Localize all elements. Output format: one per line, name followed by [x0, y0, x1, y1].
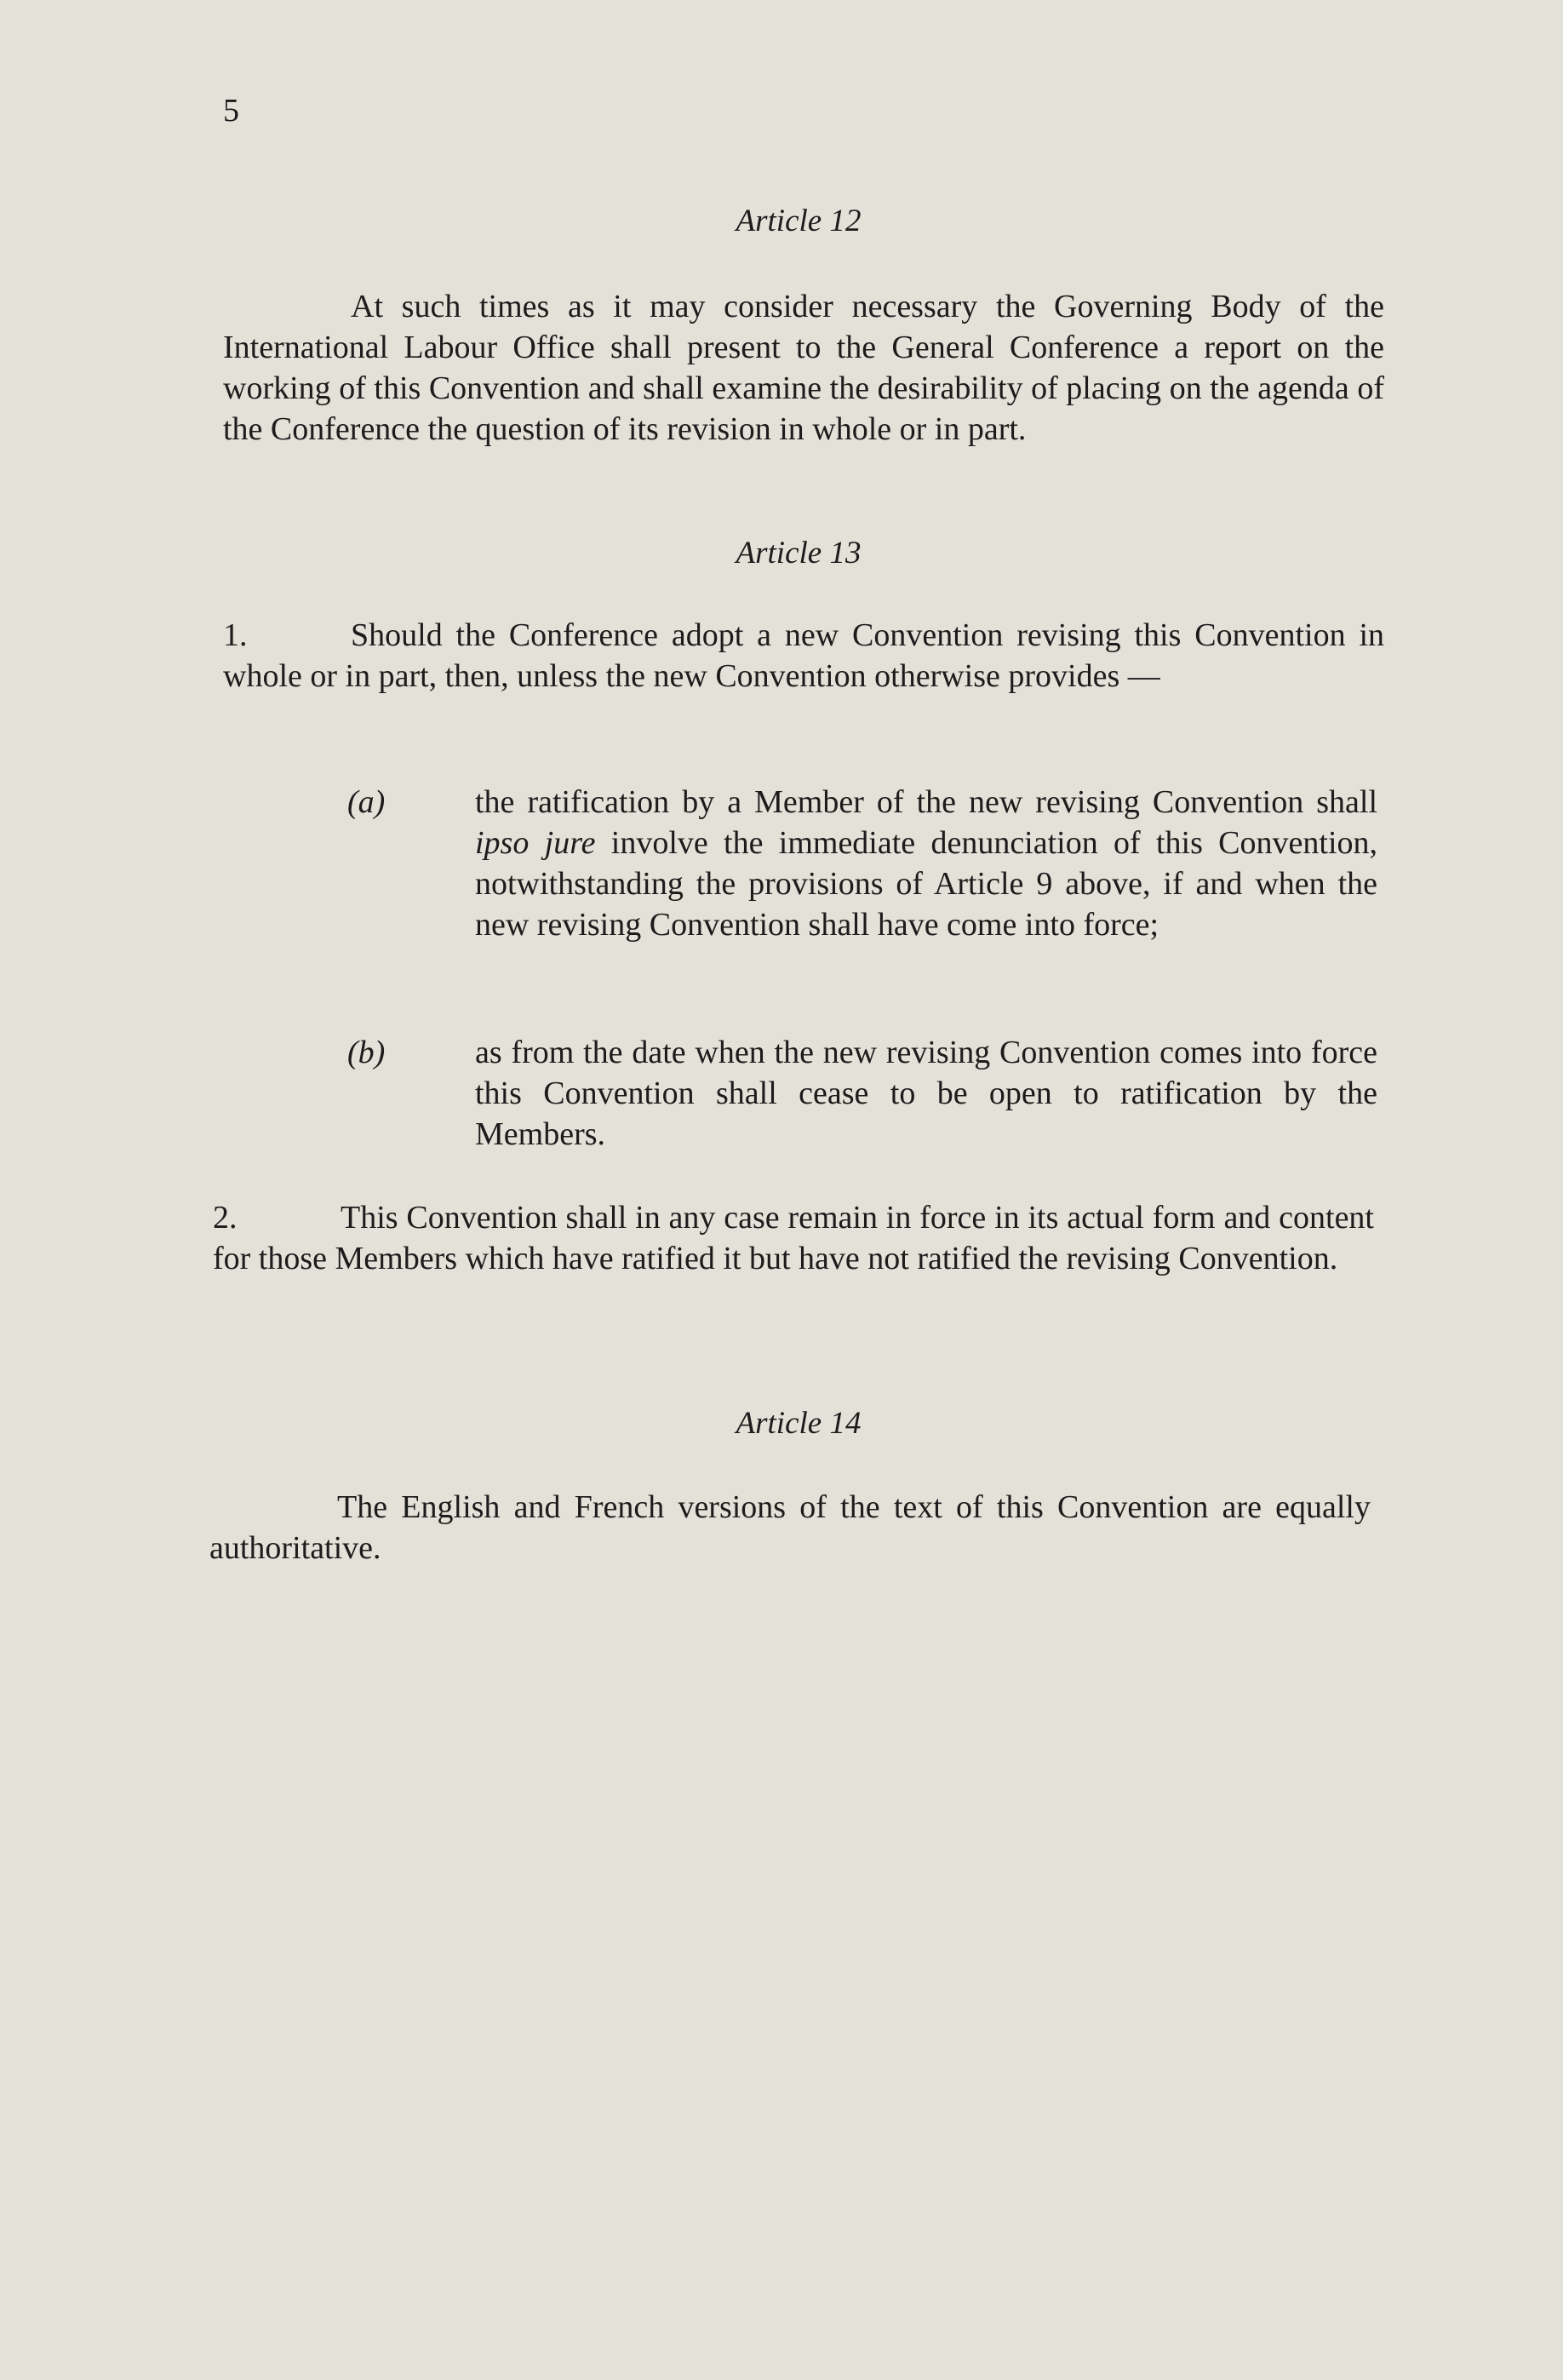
article-13-paragraph-2 [213, 1197, 1374, 1279]
paragraph-text: This Convention shall in any case remain in force in its actual form and content for those Members which have ratified it but have not ratified the revising Convention. [213, 1200, 1374, 1276]
article-12-text: At such times as it may consider necessary the Governing Body of the International Labour Office shall present to the General Conference a report on the working of this Convention and shall examine the desirability of placing on the agenda of the Conference the question of its revision in whole or in part. [223, 289, 1384, 447]
article-14-heading: Article 14 [736, 1406, 862, 1441]
article-13-paragraph-1 [223, 615, 1384, 697]
article-13-item-a [347, 782, 1386, 995]
paragraph-number: 1. [223, 617, 248, 653]
article-13-heading: Article 13 [736, 536, 862, 571]
article-14-text: The English and French versions of the text of this Convention are equally authoritative. [209, 1489, 1371, 1566]
item-label: (a) [347, 784, 386, 820]
paragraph-number: 2. [213, 1200, 238, 1236]
item-text-italic: ipso jure [475, 825, 596, 861]
item-text [475, 782, 1377, 945]
item-text-part-1: the ratification by a Member of the new revising Convention shall [475, 784, 1377, 820]
item-label: (b) [347, 1035, 386, 1070]
paragraph-text: Should the Conference adopt a new Convention revising this Convention in whole or in part, then, unless the new Convention otherwise provides — [223, 617, 1384, 694]
page-number: 5 [223, 93, 239, 129]
article-13-item-b [347, 1032, 1386, 1160]
item-text: as from the date when the new revising Convention comes into force this Convention shall cease to be open to ratification by the Members. [475, 1035, 1377, 1152]
item-text-part-2: involve the immediate denunciation of this Convention, notwithstanding the provisions of Article 9 above, if and when the new revising Convention shall have come into force; [475, 825, 1378, 943]
article-12-heading: Article 12 [736, 204, 862, 238]
